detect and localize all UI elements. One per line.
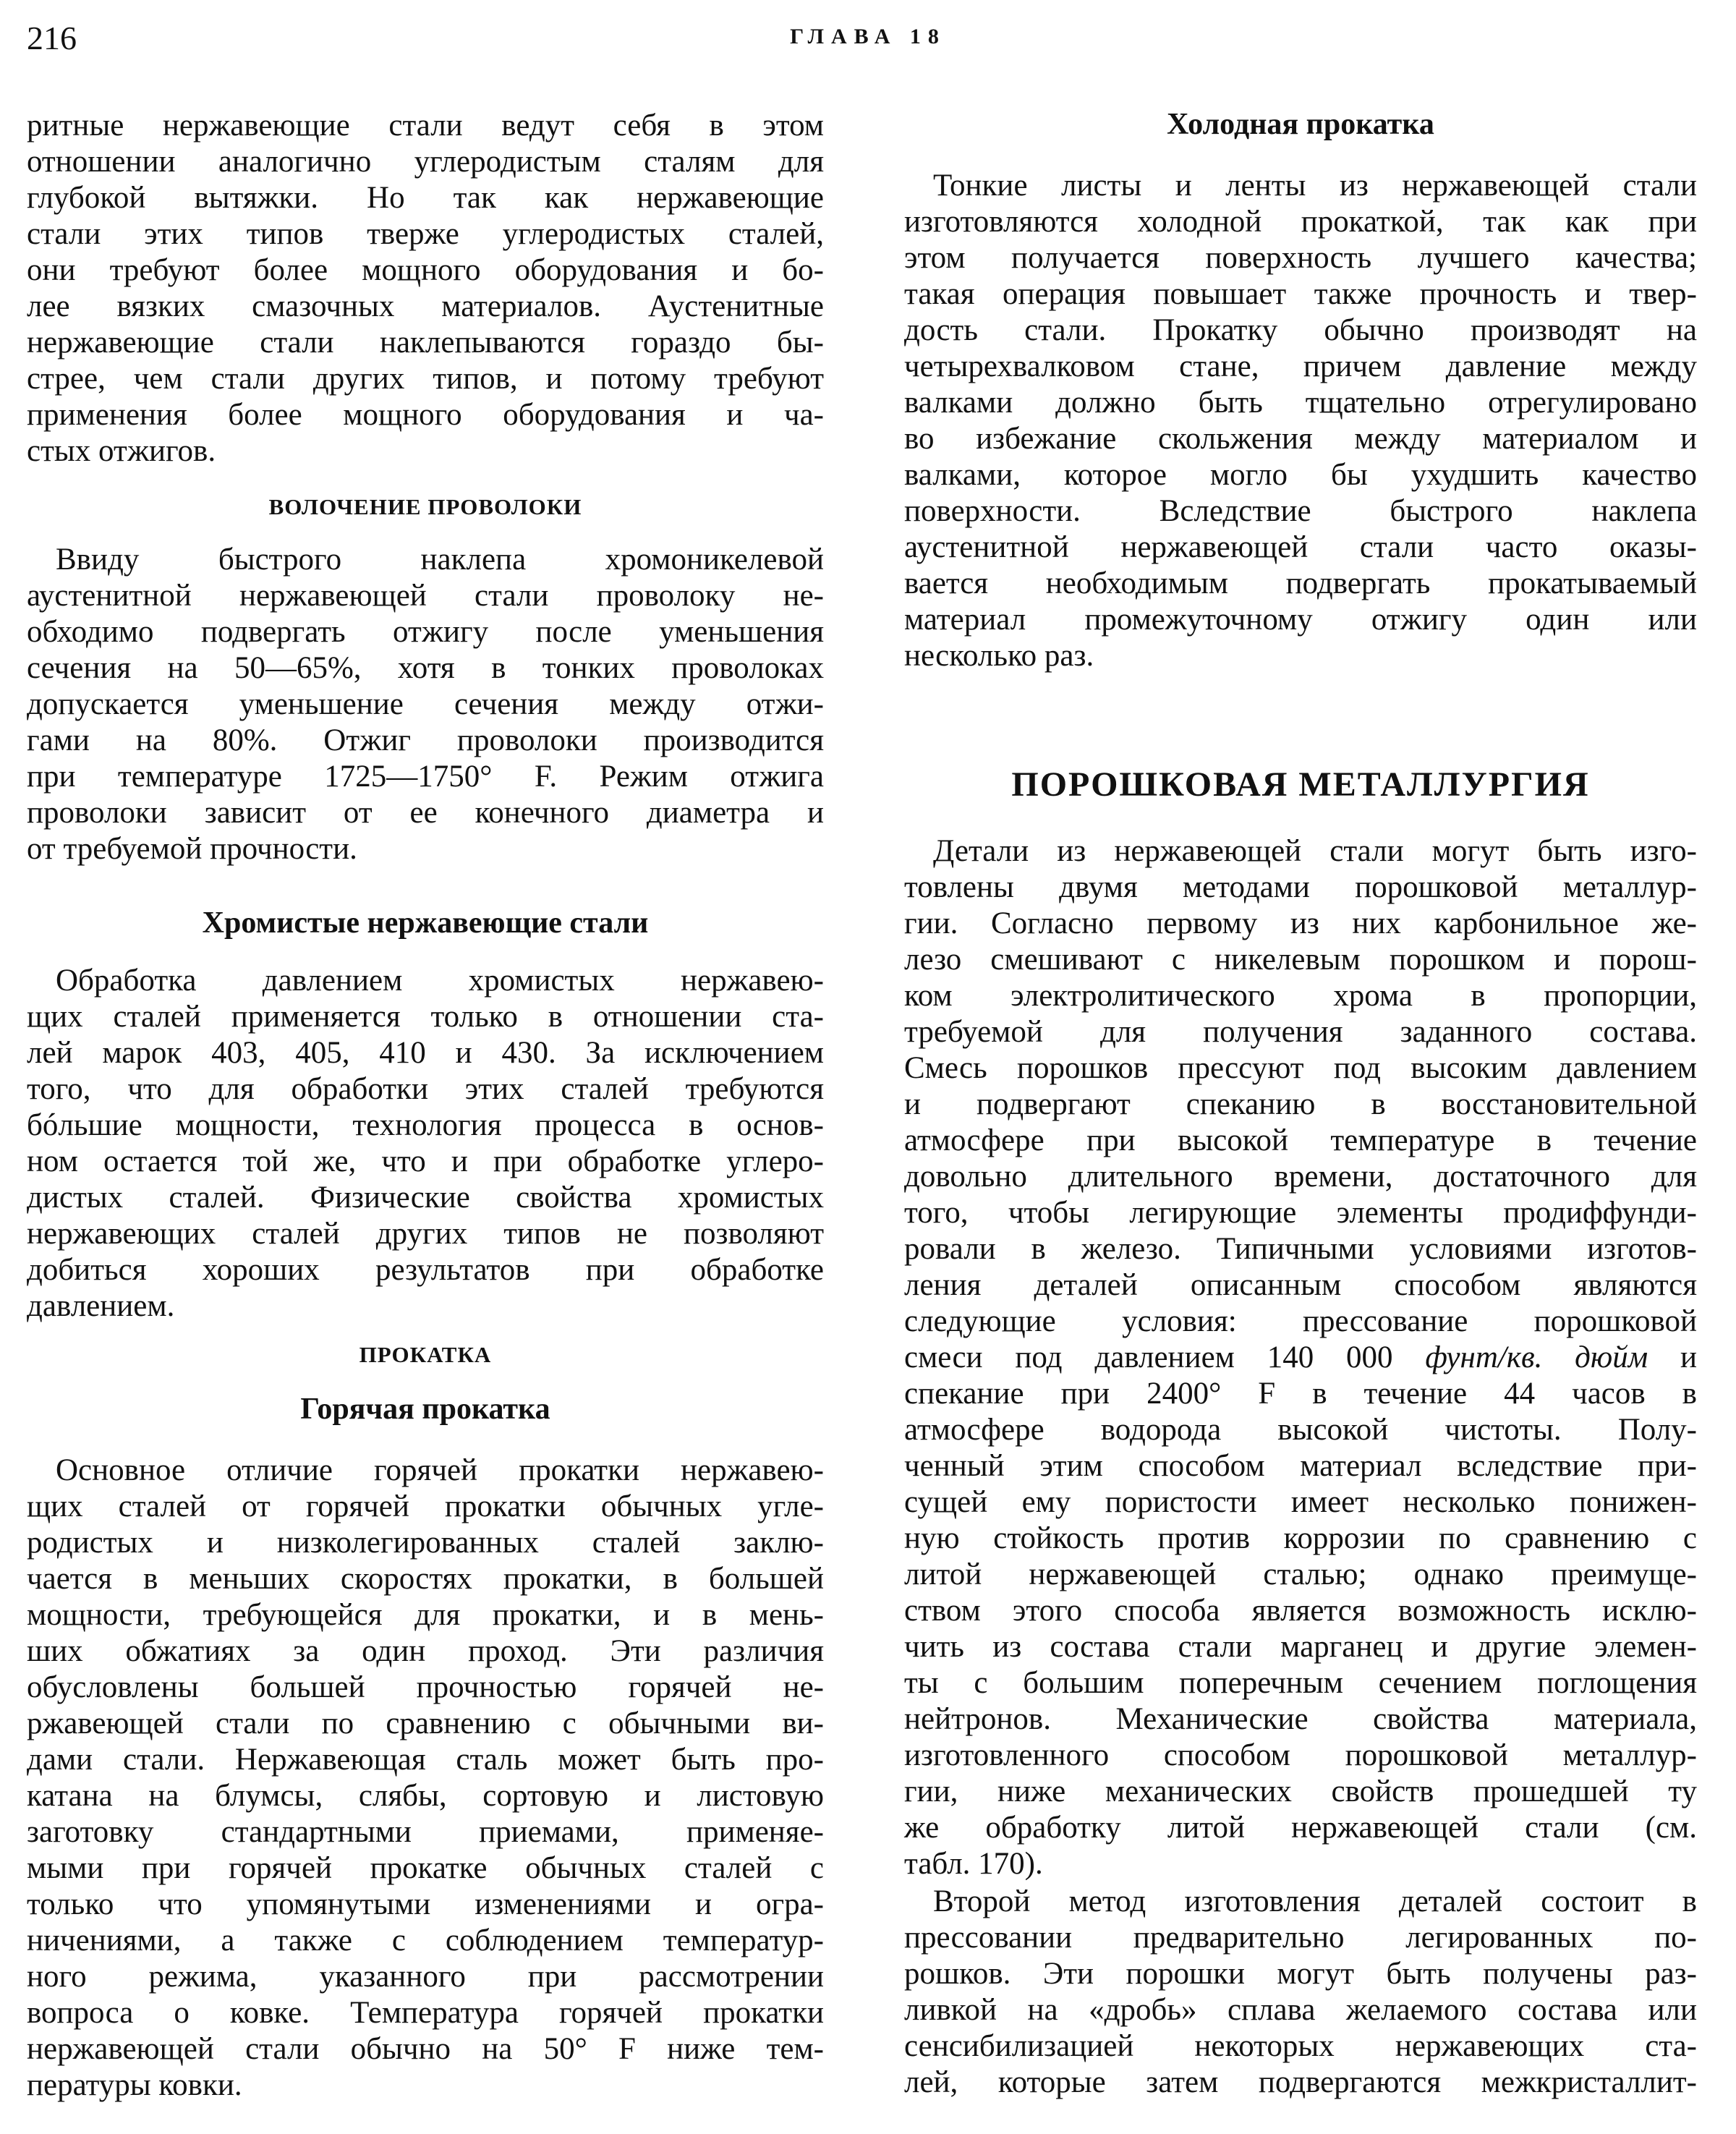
text-line: ритные нержавеющие стали ведут себя в этом: [27, 109, 824, 143]
text-line: мощности, требующейся для прокатки, и в мень-: [27, 1598, 824, 1632]
paragraph: [27, 1453, 824, 2104]
paragraph: [904, 1884, 1697, 2101]
text-line: ших обжатиях за один проход. Эти различия: [27, 1634, 824, 1668]
paragraph: [904, 833, 1697, 1882]
text-line: стали этих типов тверже углеродистых сталей,: [27, 217, 824, 251]
text-line: и подвергают спеканию в восстановительной: [904, 1087, 1697, 1121]
section-heading: Хромистые нержавеющие стали: [202, 906, 649, 940]
text-line: ченный этим способом материал вследствие при-: [904, 1449, 1697, 1483]
text-line: пературы ковки.: [27, 2068, 242, 2102]
text-line: чить из состава стали марганец и другие элемен-: [904, 1630, 1697, 1664]
text-line: они требуют более мощного оборудования и бо-: [27, 253, 824, 287]
text-line: нержавеющие стали наклепываются гораздо бы-: [27, 326, 824, 360]
text-line: ржавеющей стали по сравнению с обычными ви-: [27, 1706, 824, 1740]
text-line: валками, которое могло бы ухудшить качество: [904, 458, 1697, 492]
text-line: глубокой вытяжки. Но так как нержавеющие: [27, 181, 824, 215]
text-line: поверхности. Вследствие быстрого наклепа: [904, 494, 1697, 528]
text-line: же обработку литой нержавеющей стали (см.: [904, 1811, 1697, 1845]
text-line: ты с большим поперечным сечением поглощения: [904, 1666, 1697, 1700]
page-number: 216: [27, 20, 77, 56]
text-line: ровали в железо. Типичными условиями изготов-: [904, 1232, 1697, 1266]
text-line: вается необходимым подвергать прокатываемый: [904, 566, 1697, 600]
text-line: Ввиду быстрого наклепа хромоникелевой: [56, 543, 824, 577]
text-line: рошков. Эти порошки могут быть получены раз-: [904, 1957, 1697, 1991]
text-line: литой нержавеющей сталью; однако преимуще-: [904, 1557, 1697, 1591]
text-line: давлением.: [27, 1289, 175, 1323]
text-line: от требуемой прочности.: [27, 832, 357, 866]
subsection-heading: Холодная прокатка: [1167, 108, 1434, 141]
text-line: отношении аналогично углеродистым сталям для: [27, 145, 824, 179]
text-line: ного режима, указанного при рассмотрении: [27, 1960, 824, 1994]
section-heading: ВОЛОЧЕНИЕ ПРОВОЛОКИ: [268, 494, 582, 519]
text-segment: и: [1648, 1340, 1698, 1374]
text-line: катана на блумсы, слябы, сортовую и листовую: [27, 1779, 824, 1813]
unit-italic: фунт/кв. дюйм: [1425, 1340, 1648, 1374]
text-line: материал промежуточному отжигу один или: [904, 603, 1697, 637]
text-line: четырехвалковом стане, причем давление между: [904, 349, 1697, 383]
chapter-section-heading: ПОРОШКОВАЯ МЕТАЛЛУРГИЯ: [1011, 765, 1590, 804]
text-line: заготовку стандартными приемами, применяе-: [27, 1815, 824, 1849]
text-line: бóльшие мощности, технология процесса в основ-: [27, 1108, 824, 1142]
text-line: мыми при горячей прокатке обычных сталей с: [27, 1851, 824, 1885]
text-line: ком электролитического хрома в пропорции,: [904, 979, 1697, 1013]
text-line: обусловлены большей прочностью горячей не-: [27, 1670, 824, 1704]
text-line: ством этого способа является возможность исклю-: [904, 1594, 1697, 1628]
text-line: изготовляются холодной прокаткой, так как при: [904, 205, 1697, 239]
text-line: вопроса о ковке. Температура горячей прокатки: [27, 1996, 824, 2030]
text-line: аустенитной нержавеющей стали проволоку не-: [27, 579, 824, 613]
text-line: во избежание скольжения между материалом и: [904, 422, 1697, 456]
text-line: гии, ниже механических свойств прошедшей ту: [904, 1774, 1697, 1808]
text-line: довольно длительного времени, достаточного для: [904, 1160, 1697, 1194]
text-line: Основное отличие горячей прокатки нержавею-: [56, 1453, 824, 1487]
text-line: атмосфере водорода высокой чистоты. Полу-: [904, 1413, 1697, 1447]
text-line: добиться хороших результатов при обработке: [27, 1253, 824, 1287]
text-line: стрее, чем стали других типов, и потому требуют: [27, 362, 824, 396]
text-line: лей, которые затем подвергаются межкристаллит-: [904, 2065, 1697, 2099]
text-line: следующие условия: прессование порошковой: [904, 1304, 1697, 1338]
text-line: [904, 1340, 1697, 1376]
text-line: этом получается поверхность лучшего качества;: [904, 241, 1697, 275]
text-line: сущей ему пористости имеет несколько понижен-: [904, 1485, 1697, 1519]
paragraph: [27, 542, 824, 867]
text-line: изготовленного способом порошковой металлур-: [904, 1738, 1697, 1772]
paragraph: [27, 108, 824, 469]
text-line: Тонкие листы и ленты из нержавеющей стали: [933, 169, 1697, 203]
text-line: Обработка давлением хромистых нержавею-: [56, 964, 824, 998]
text-line: того, что для обработки этих сталей требуются: [27, 1072, 824, 1106]
section-heading: ПРОКАТКА: [359, 1342, 492, 1367]
text-line: применения более мощного оборудования и ча-: [27, 398, 824, 432]
text-line: чается в меньших скоростях прокатки, в большей: [27, 1562, 824, 1596]
paragraph: [904, 168, 1697, 674]
text-line: Смесь порошков прессуют под высоким давлением: [904, 1051, 1697, 1085]
subsection-heading: Горячая прокатка: [300, 1393, 550, 1426]
text-line: лезо смешивают с никелевым порошком и порош-: [904, 943, 1697, 977]
text-line: ления деталей описанным способом являются: [904, 1268, 1697, 1302]
text-line: проволоки зависит от ее конечного диаметра и: [27, 796, 824, 830]
text-line: несколько раз.: [904, 639, 1094, 673]
text-line: только что упомянутыми изменениями и огра-: [27, 1887, 824, 1921]
text-line: такая операция повышает также прочность и твер-: [904, 277, 1697, 311]
text-line: допускается уменьшение сечения между отжи-: [27, 687, 824, 721]
text-line: атмосфере при высокой температуре в течение: [904, 1123, 1697, 1157]
text-line: сечения на 50—65%, хотя в тонких проволоках: [27, 651, 824, 685]
text-line: того, чтобы легирующие элементы продиффунди-: [904, 1196, 1697, 1230]
text-line: дистых сталей. Физические свойства хромистых: [27, 1181, 824, 1215]
text-line: Второй метод изготовления деталей состоит в: [933, 1884, 1697, 1918]
text-line: валками должно быть тщательно отрегулировано: [904, 386, 1697, 420]
running-head: ГЛАВА 18: [790, 25, 946, 48]
text-line: прессовании предварительно легированных по-: [904, 1921, 1697, 1955]
text-line: нержавеющих сталей других типов не позволяют: [27, 1217, 824, 1251]
text-line: товлены двумя методами порошковой металлур-: [904, 870, 1697, 904]
text-line: щих сталей применяется только в отношении ста-: [27, 1000, 824, 1034]
text-line: стых отжигов.: [27, 434, 216, 468]
text-line: лей марок 403, 405, 410 и 430. За исключением: [27, 1036, 824, 1070]
text-line: дами стали. Нержавеющая сталь может быть про-: [27, 1743, 824, 1777]
text-line: требуемой для получения заданного состава.: [904, 1015, 1697, 1049]
text-line: ливкой на «дробь» сплава желаемого состава или: [904, 1993, 1697, 2027]
text-line: ном остается той же, что и при обработке углеро-: [27, 1144, 824, 1178]
text-line: гами на 80%. Отжиг проволоки производится: [27, 723, 824, 757]
text-line: ную стойкость против коррозии по сравнению с: [904, 1521, 1697, 1555]
text-line: дость стали. Прокатку обычно производят на: [904, 313, 1697, 347]
text-line: щих сталей от горячей прокатки обычных угле-: [27, 1489, 824, 1523]
text-line: при температуре 1725—1750° F. Режим отжига: [27, 760, 824, 794]
text-line: Детали из нержавеющей стали могут быть изго-: [933, 834, 1697, 868]
text-line: сенсибилизацией некоторых нержавеющих ста-: [904, 2029, 1697, 2063]
text-line: ничениями, а также с соблюдением температур-: [27, 1923, 824, 1957]
text-line: обходимо подвергать отжигу после уменьшения: [27, 615, 824, 649]
text-line: спекание при 2400° F в течение 44 часов в: [904, 1377, 1697, 1411]
text-line: аустенитной нержавеющей стали часто оказы-: [904, 530, 1697, 564]
text-line: табл. 170).: [904, 1847, 1043, 1881]
text-line: нержавеющей стали обычно на 50° F ниже тем-: [27, 2032, 824, 2066]
paragraph: [27, 963, 824, 1325]
text-segment: смеси под давлением 140 000: [904, 1340, 1426, 1374]
text-line: нейтронов. Механические свойства материала,: [904, 1702, 1697, 1736]
text-line: гии. Согласно первому из них карбонильное же-: [904, 906, 1697, 940]
text-line: лее вязких смазочных материалов. Аустенитные: [27, 289, 824, 323]
text-line: родистых и низколегированных сталей заклю-: [27, 1526, 824, 1560]
